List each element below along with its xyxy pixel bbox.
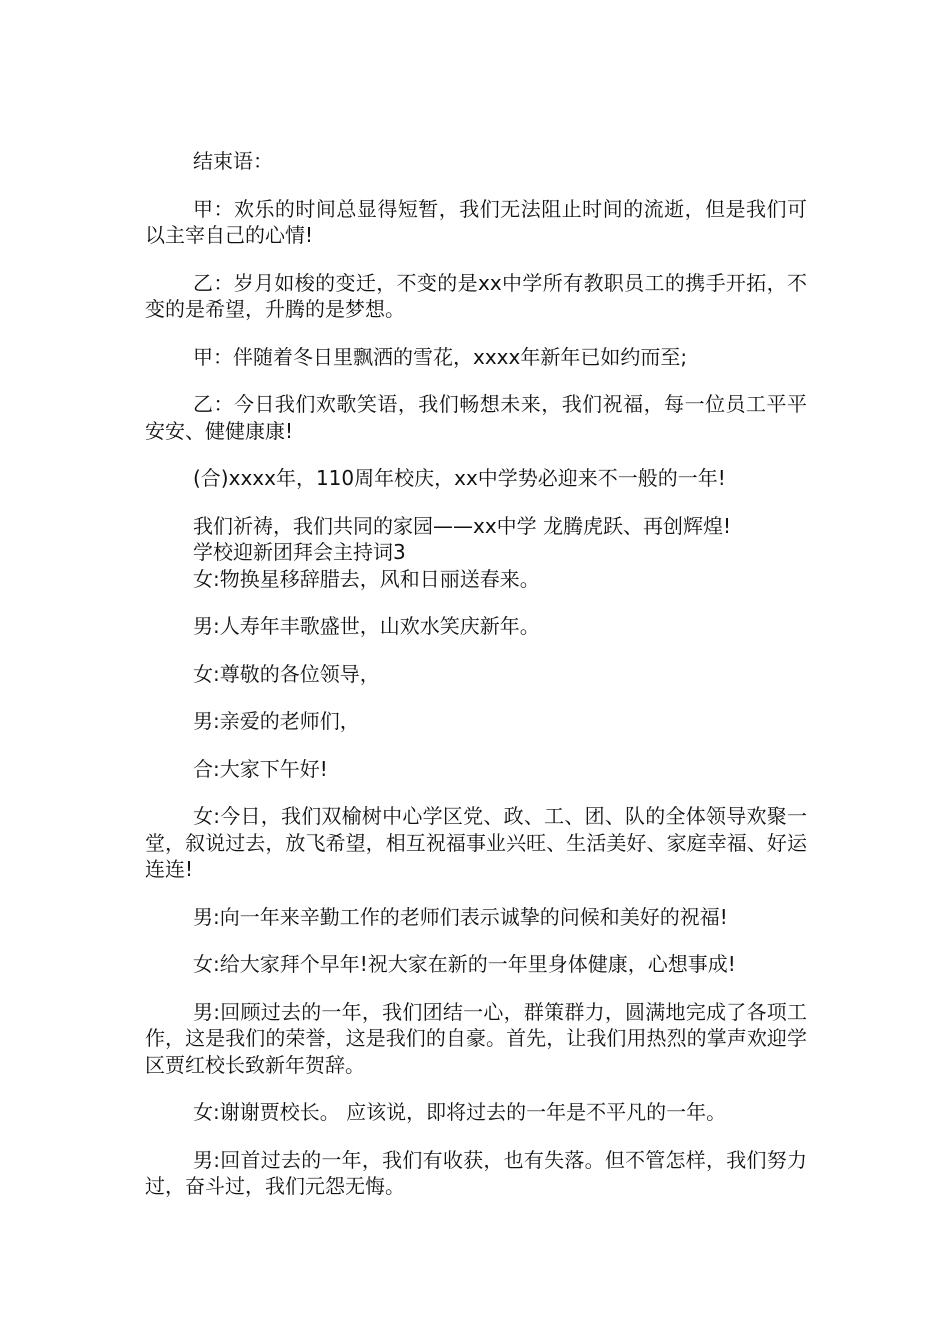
paragraph-yi-2: 乙：今日我们欢歌笑语，我们畅想未来，我们祝福，每一位员工平平安安、健健康康!: [145, 392, 807, 443]
paragraph-male-3: 男:向一年来辛勤工作的老师们表示诚挚的问候和美好的祝福!: [193, 904, 728, 929]
paragraph-male-4: 男:回顾过去的一年，我们团结一心，群策群力，圆满地完成了各项工作，这是我们的荣誉，这是我们的自豪。首先，让我们用热烈的掌声欢迎学区贾红校长致新年贺辞。: [145, 999, 807, 1077]
section-title: 学校迎新团拜会主持词3: [193, 540, 406, 564]
paragraph-yi-1: 乙：岁月如梭的变迁，不变的是xx中学所有教职员工的携手开拓，不变的是希望，升腾的是梦想。: [145, 270, 807, 321]
paragraph-male-2: 男:亲爱的老师们，: [193, 709, 360, 733]
paragraph-prayer: 我们祈祷，我们共同的家园——xx中学 龙腾虎跃、再创辉煌!: [193, 513, 732, 538]
paragraph-jia-2: 甲：伴随着冬日里飘洒的雪花，xxxx年新年已如约而至;: [193, 344, 688, 369]
paragraph-closing-heading: 结束语：: [193, 149, 273, 173]
paragraph-female-5: 女:谢谢贾校长。 应该说，即将过去的一年是不平凡的一年。: [193, 1100, 727, 1124]
document-body: [145, 148, 807, 1221]
paragraph-male-5: 男:回首过去的一年，我们有收获，也有失落。但不管怎样，我们努力过，奋斗过，我们元怨无悔。: [145, 1147, 807, 1198]
paragraph-male-1: 男:人寿年丰歌盛世，山欢水笑庆新年。: [193, 614, 540, 638]
paragraph-female-2: 女:尊敬的各位领导，: [193, 661, 380, 686]
paragraph-together: (合)xxxx年，110周年校庆，xx中学势必迎来不一般的一年!: [193, 466, 726, 490]
paragraph-female-3: 女:今日，我们双榆树中心学区党、政、工、团、队的全体领导欢聚一堂，叙说过去，放飞希望，相互祝福事业兴旺、生活美好、家庭幸福、好运连连!: [145, 804, 807, 881]
paragraph-female-1: 女:物换星移辞腊去，风和日丽送春来。: [193, 566, 540, 591]
paragraph-female-4: 女:给大家拜个早年!祝大家在新的一年里身体健康，心想事成!: [193, 952, 736, 976]
paragraph-jia-1: 甲：欢乐的时间总显得短暂，我们无法阻止时间的流逝，但是我们可以主宰自己的心情!: [145, 196, 807, 247]
paragraph-together-2: 合:大家下午好!: [193, 756, 328, 781]
